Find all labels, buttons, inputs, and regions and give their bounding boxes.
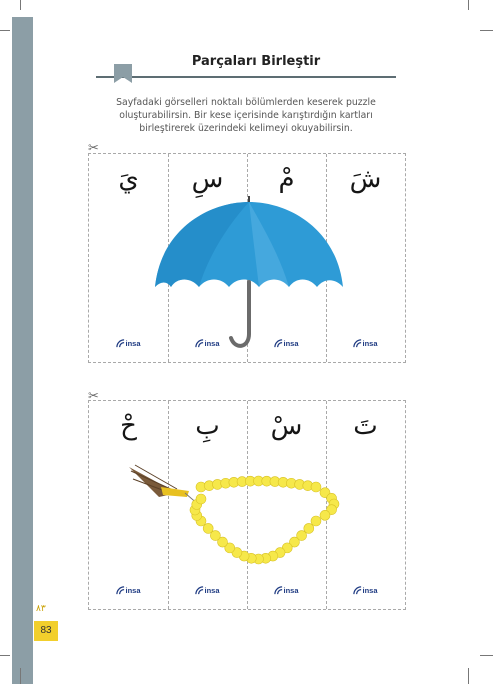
crop-mark-top-left-h	[0, 30, 10, 31]
insa-brand	[326, 580, 405, 599]
insa-brand	[247, 333, 326, 352]
instructions	[92, 96, 400, 135]
crop-mark-bottom-right-v	[468, 668, 469, 684]
brand-name: insa	[125, 586, 141, 595]
insa-brand	[168, 333, 247, 352]
brand-name: insa	[204, 339, 220, 348]
brand-name: insa	[283, 586, 299, 595]
heading	[96, 54, 396, 84]
page-title: Parçaları Birleştir	[191, 54, 321, 69]
bookmark-flag-icon	[114, 64, 132, 83]
puzzle-letter: سِ	[191, 164, 224, 194]
insa-brand	[168, 580, 247, 599]
puzzle-letter: سْ	[270, 411, 303, 441]
bead	[320, 510, 330, 520]
puzzle-prayer-beads	[88, 400, 406, 610]
crop-mark-top-right-h	[480, 30, 493, 31]
brand-name: insa	[125, 339, 141, 348]
brand-name: insa	[362, 339, 378, 348]
insa-brand	[326, 333, 405, 352]
crop-mark-bottom-left-h	[0, 655, 10, 656]
bead	[311, 516, 321, 526]
instructions-line-3: birleştirerek üzerindeki kelimeyi okuyabilirsin.	[139, 123, 353, 134]
instructions-line-1: Sayfadaki görselleri noktalı bölümlerden keserek puzzle	[116, 97, 376, 108]
page-number-arabic: ٨٣	[36, 604, 46, 614]
heading-rule	[96, 76, 396, 78]
puzzle-letter: يَ	[118, 164, 139, 194]
crop-mark-top-right-v	[468, 0, 469, 10]
page-side-band	[12, 17, 33, 684]
puzzle-umbrella	[88, 153, 406, 363]
instructions-line-2: oluşturabilirsin. Bir kese içerisinde karıştırdığın kartları	[119, 110, 373, 121]
scissors-icon: ✂	[88, 389, 99, 404]
bead	[196, 494, 206, 504]
brand-name: insa	[204, 586, 220, 595]
puzzle-letter: مْ	[278, 164, 295, 194]
puzzle-letter: تَ	[353, 411, 378, 441]
puzzle-letter: بِ	[195, 411, 220, 441]
insa-brand	[89, 580, 168, 599]
insa-brand	[89, 333, 168, 352]
puzzle-letter: شَ	[349, 164, 382, 194]
brand-name: insa	[362, 586, 378, 595]
brand-name: insa	[283, 339, 299, 348]
crop-mark-top-left-v	[20, 0, 21, 10]
page-number: 83	[34, 621, 58, 641]
puzzle-letter: حْ	[120, 411, 137, 441]
scissors-icon: ✂	[88, 141, 99, 156]
crop-mark-bottom-left-v	[20, 668, 21, 684]
insa-brand	[247, 580, 326, 599]
bead	[311, 482, 321, 492]
bead	[203, 523, 213, 533]
crop-mark-bottom-right-h	[480, 655, 493, 656]
